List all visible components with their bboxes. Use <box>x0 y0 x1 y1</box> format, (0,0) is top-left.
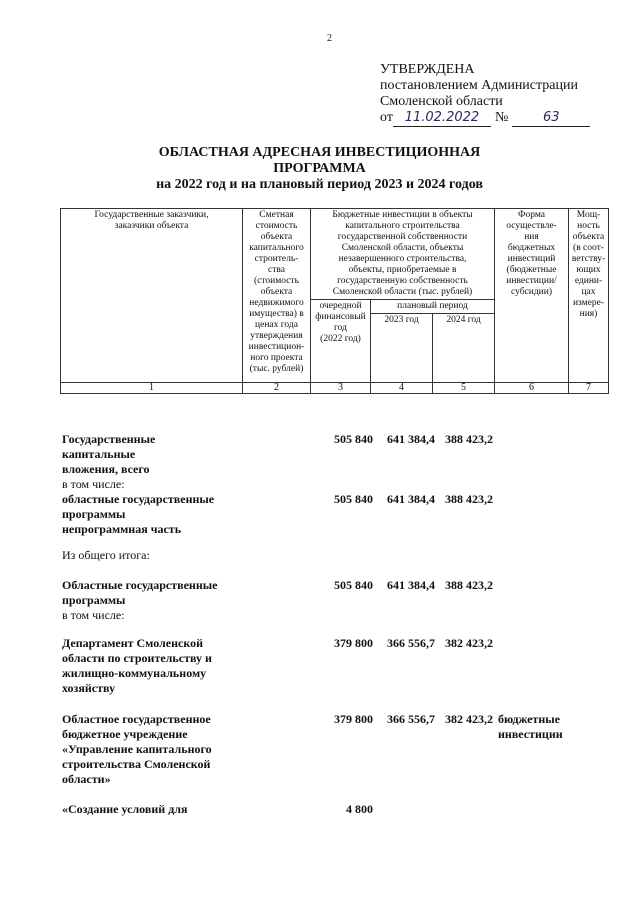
row-value-2024: 382 423,2 <box>445 712 493 726</box>
header-capacity: Мощ- ность объекта (в соот- ветству- ющих едини- цах измере- ния) <box>569 209 609 383</box>
row-name: Областные государственные программы <box>62 578 218 607</box>
column-number: 3 <box>311 383 371 394</box>
row-value-2023: 641 384,4 <box>387 578 435 592</box>
row-value-2022: 505 840 <box>334 578 373 592</box>
row-value-2022: 4 800 <box>346 802 373 816</box>
header-year-2024: 2024 год <box>433 314 495 383</box>
header-year-2022: очередной финансовый год (2022 год) <box>311 300 371 383</box>
approval-title: УТВЕРЖДЕНА <box>380 62 475 77</box>
row-value-2023: 641 384,4 <box>387 432 435 446</box>
approval-block <box>380 62 590 127</box>
page-number: 2 <box>327 33 332 44</box>
approval-number: 63 <box>512 110 590 127</box>
row-value-2024: 388 423,2 <box>445 492 493 506</box>
approval-line-2: постановлением Администрации <box>380 78 578 93</box>
column-number: 7 <box>569 383 609 394</box>
row-note: Из общего итога: <box>62 548 150 562</box>
approval-number-label: № <box>494 110 509 125</box>
row-value-2024: 388 423,2 <box>445 432 493 446</box>
row-value-2023: 366 556,7 <box>387 636 435 650</box>
row-name: непрограммная часть <box>62 522 182 536</box>
row-value-2022: 505 840 <box>334 432 373 446</box>
row-investment-form: бюджетные инвестиции <box>498 712 563 741</box>
row-value-2024: 388 423,2 <box>445 578 493 592</box>
column-number: 1 <box>61 383 243 394</box>
title-line-2: ПРОГРАММА <box>273 161 366 176</box>
approval-date: 11.02.2022 <box>393 110 491 127</box>
approval-date-line <box>380 110 590 127</box>
column-number: 4 <box>371 383 433 394</box>
column-number: 2 <box>243 383 311 394</box>
header-year-2023: 2023 год <box>371 314 433 383</box>
program-table <box>60 208 609 394</box>
row-name: «Создание условий для <box>62 802 188 816</box>
row-name: областные государственные программы <box>62 492 215 521</box>
row-value-2022: 505 840 <box>334 492 373 506</box>
row-value-2022: 379 800 <box>334 712 373 726</box>
document-title <box>0 145 639 193</box>
approval-line-3: Смоленской области <box>380 94 503 109</box>
row-value-2023: 641 384,4 <box>387 492 435 506</box>
title-line-1: ОБЛАСТНАЯ АДРЕСНАЯ ИНВЕСТИЦИОННАЯ <box>158 145 481 160</box>
approval-from-label: от <box>380 110 393 125</box>
title-line-3: на 2022 год и на плановый период 2023 и 2024 годов <box>156 177 483 192</box>
row-name: Департамент Смоленской области по строительству и жилищно-коммунальному хозяйству <box>62 636 212 695</box>
header-estimated-cost: Сметная стоимость объекта капитального строитель- ства (стоимость объекта недвижимого имущества) в ценах года утверждения инвестицион- ного проекта (тыс. рублей) <box>243 209 311 383</box>
row-note: в том числе: <box>62 608 125 622</box>
row-note: в том числе: <box>62 477 125 491</box>
row-value-2024: 382 423,2 <box>445 636 493 650</box>
header-planning-period: плановый период <box>371 300 495 314</box>
header-customers: Государственные заказчики, заказчики объекта <box>61 209 243 383</box>
column-number: 6 <box>495 383 569 394</box>
header-investment-form: Форма осуществле- ния бюджетных инвестиций (бюджетные инвестиции/ субсидии) <box>495 209 569 383</box>
row-value-2022: 379 800 <box>334 636 373 650</box>
row-value-2023: 366 556,7 <box>387 712 435 726</box>
column-number: 5 <box>433 383 495 394</box>
header-budget-investments: Бюджетные инвестиции в объекты капитального строительства государственной собственности Смоленской области, объекты незавершенного строительства, объекты, приобретаемые в государственную собственность Смоленской области (тыс. рублей) <box>311 209 495 300</box>
row-name: Государственные капитальные вложения, всего <box>62 432 156 476</box>
row-name: Областное государственное бюджетное учреждение «Управление капитального строительства Смоленской области» <box>62 712 212 786</box>
